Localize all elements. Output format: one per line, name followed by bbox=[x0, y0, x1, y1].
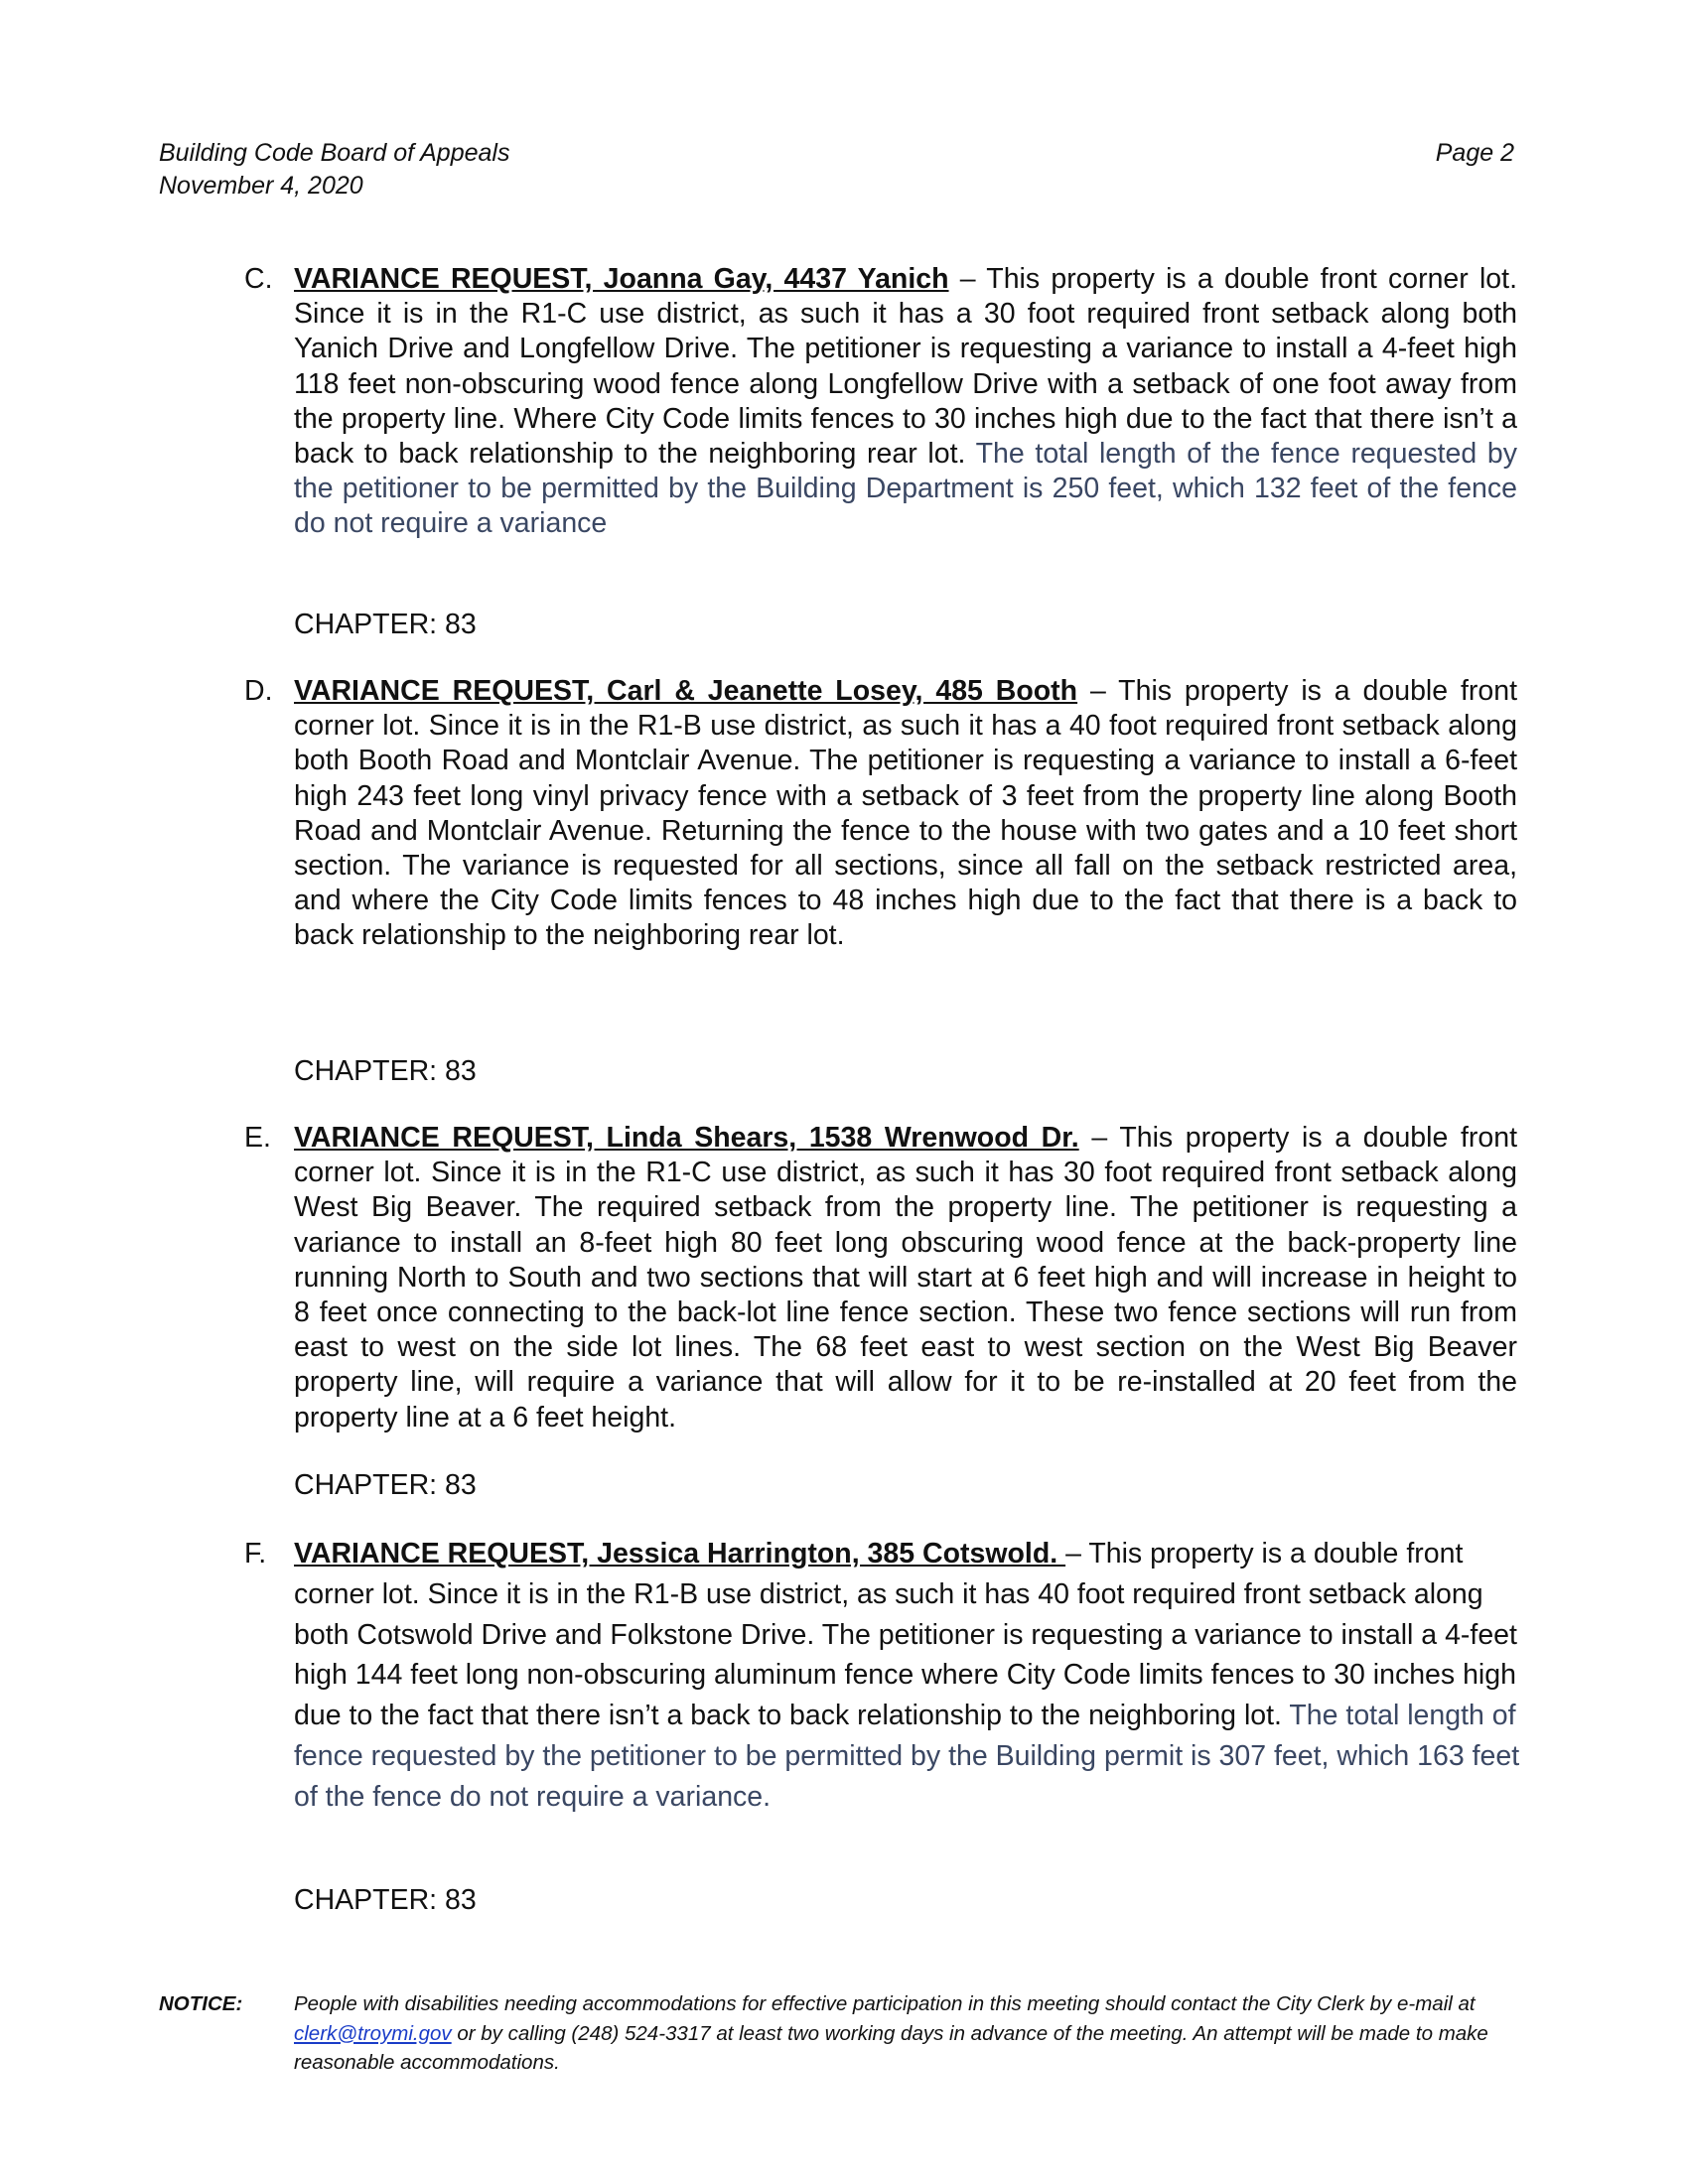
notice-text-after: or by calling (248) 524-3317 at least two working days in advance of the meeting. An attempt will be made to make reasonable accommodations. bbox=[294, 2021, 1488, 2074]
board-name: Building Code Board of Appeals bbox=[159, 139, 510, 167]
variance-item-e bbox=[244, 1121, 1518, 1435]
item-body: – This property is a double front corner lot. Since it is in the R1-C use district, as such it has 30 foot required front setback along West Big Beaver. The required setback from the property line. The petitioner is requesting a variance to install an 8-feet high 80 feet long obscuring wood fence at the back-property line running North to South and two sections that will start at 6 feet high and will increase in height to 8 feet once connecting to the back-lot line fence section. These two fence sections will run from east to west on the side lot lines. The 68 feet east to west section on the West Big Beaver property line, will require a variance that will allow for it to be re-installed at 20 feet from the property line at a 6 feet height. bbox=[294, 1122, 1518, 1433]
item-body: – This property is a double front corner lot. Since it is in the R1-C use district, as such it has a 30 foot required front setback along both Yanich Drive and Longfellow Drive. The petitioner is requesting a variance to install a 4-feet high 118 feet non-obscuring wood fence along Longfellow Drive with a setback of one foot away from the property line. Where City Code limits fences to 30 inches high due to the fact that there isn’t a back to back relationship to the neighboring rear lot. bbox=[294, 263, 1517, 471]
item-letter: F. bbox=[244, 1538, 267, 1570]
item-letter: C. bbox=[244, 263, 273, 295]
item-title: VARIANCE REQUEST, Jessica Harrington, 385 Cotswold. bbox=[294, 1538, 1066, 1570]
page-number: Page 2 bbox=[1435, 139, 1514, 167]
notice-text bbox=[294, 1989, 1529, 2078]
variance-item-f bbox=[244, 1534, 1535, 1818]
item-title: VARIANCE REQUEST, Linda Shears, 1538 Wrenwood Dr. bbox=[294, 1122, 1079, 1154]
item-letter: E. bbox=[244, 1122, 271, 1154]
chapter-label-d: CHAPTER: 83 bbox=[294, 1055, 477, 1087]
accessibility-notice bbox=[159, 1989, 1529, 2078]
notice-text-before: People with disabilities needing accommodations for effective participation in this meeting should contact the City Clerk by e-mail at bbox=[294, 1992, 1476, 2015]
item-letter: D. bbox=[244, 675, 273, 707]
item-body: – This property is a double front corner lot. Since it is in the R1-B use district, as such it has a 40 foot required front setback along both Booth Road and Montclair Avenue. The petitioner is requesting a variance to install a 6-feet high 243 feet long vinyl privacy fence with a setback of 3 feet from the property line along Booth Road and Montclair Avenue. Returning the fence to the house with two gates and a 10 feet short section. The variance is requested for all sections, since all fall on the setback restricted area, and where the City Code limits fences to 48 inches high due to the fact that there is a back to back relationship to the neighboring rear lot. bbox=[294, 675, 1518, 952]
item-title: VARIANCE REQUEST, Joanna Gay, 4437 Yanich bbox=[294, 263, 949, 295]
variance-item-c bbox=[244, 262, 1517, 542]
chapter-label-f: CHAPTER: 83 bbox=[294, 1884, 477, 1916]
variance-item-d bbox=[244, 674, 1518, 954]
item-title: VARIANCE REQUEST, Carl & Jeanette Losey, 485 Booth bbox=[294, 675, 1078, 707]
chapter-label-c: CHAPTER: 83 bbox=[294, 609, 477, 640]
chapter-label-e: CHAPTER: 83 bbox=[294, 1469, 477, 1501]
item-note: The total length of fence requested by the petitioner to be permitted by the Building permit is 307 feet, which 163 feet of the fence do not require a variance. bbox=[294, 1700, 1520, 1813]
item-note: The total length of the fence requested by the petitioner to be permitted by the Building Department is 250 feet, which 132 feet of the fence do not require a variance bbox=[294, 438, 1517, 540]
notice-label: NOTICE: bbox=[159, 1992, 243, 2015]
meeting-date: November 4, 2020 bbox=[159, 172, 363, 200]
item-body: – This property is a double front corner lot. Since it is in the R1-B use district, as such it has 40 foot required front setback along both Cotswold Drive and Folkstone Drive. The petitioner is requesting a variance to install a 4-feet high 144 feet long non-obscuring aluminum fence where City Code limits fences to 30 inches high due to the fact that there isn’t a back to back relationship to the neighboring lot. bbox=[294, 1538, 1517, 1732]
page-header bbox=[159, 137, 1514, 203]
clerk-email-link[interactable]: clerk@troymi.gov bbox=[294, 2021, 452, 2045]
